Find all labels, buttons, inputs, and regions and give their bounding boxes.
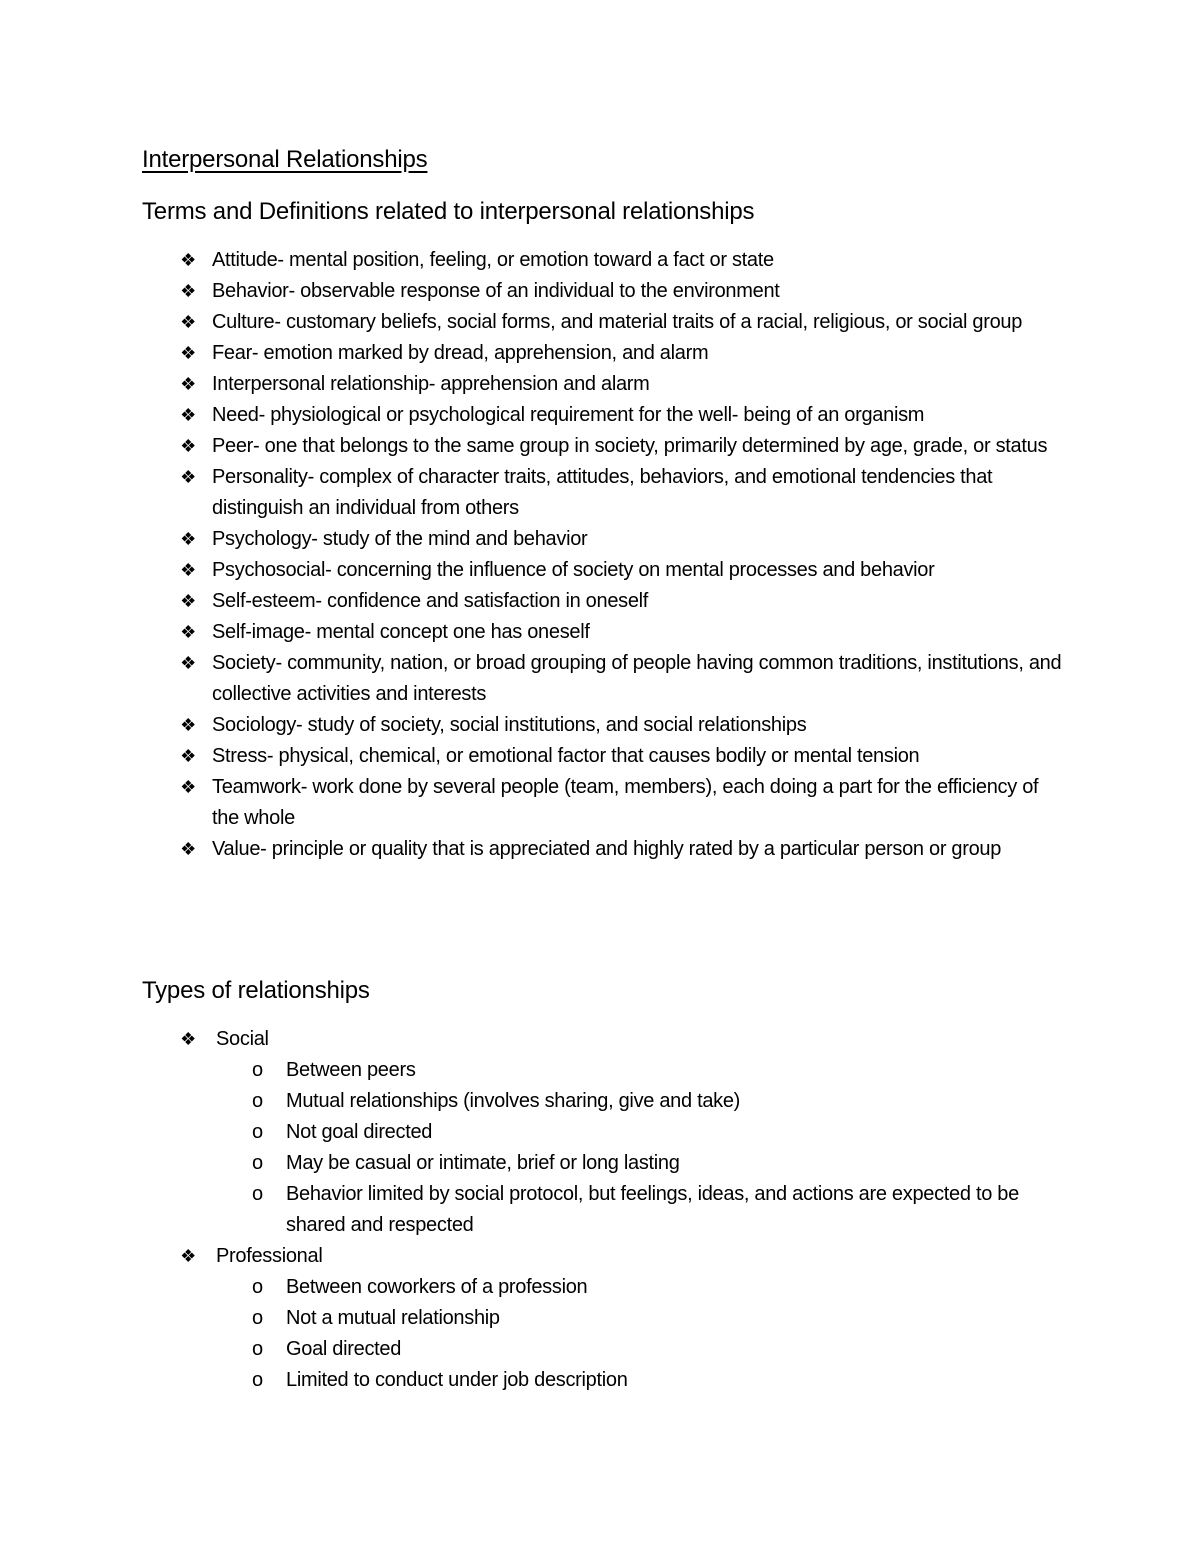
list-item-text: Limited to conduct under job description — [286, 1369, 628, 1391]
definition-item — [0, 462, 1062, 524]
list-item — [216, 1086, 1066, 1117]
definition-text: Culture- customary beliefs, social forms, and material traits of a racial, religious, or social group — [212, 311, 1023, 333]
list-item — [216, 1365, 1066, 1396]
diamond-bullet-icon: ❖ — [180, 1246, 196, 1266]
definition-item — [0, 617, 1062, 648]
diamond-bullet-icon: ❖ — [180, 281, 196, 301]
circle-bullet-icon: o — [252, 1338, 263, 1360]
list-item — [216, 1117, 1066, 1148]
professional-characteristics-list — [216, 1272, 1200, 1396]
definition-text: Fear- emotion marked by dread, apprehension, and alarm — [212, 342, 709, 364]
definition-item — [0, 710, 1062, 741]
list-item-text: Behavior limited by social protocol, but feelings, ideas, and actions are expected to be shared and respected — [286, 1183, 1019, 1236]
diamond-bullet-icon: ❖ — [180, 560, 196, 580]
definition-item — [0, 741, 1062, 772]
list-item — [216, 1334, 1066, 1365]
definition-text: Sociology- study of society, social institutions, and social relationships — [212, 714, 807, 736]
definition-text: Behavior- observable response of an individual to the environment — [212, 280, 780, 302]
definition-text: Teamwork- work done by several people (team, members), each doing a part for the efficiency of the whole — [212, 776, 1039, 829]
definition-text: Self-esteem- confidence and satisfaction in oneself — [212, 590, 649, 612]
relationship-types-list — [0, 1024, 1200, 1396]
relationship-type-social — [0, 1024, 1200, 1241]
definition-text: Stress- physical, chemical, or emotional factor that causes bodily or mental tension — [212, 745, 920, 767]
definitions-list — [0, 245, 1200, 865]
definition-text: Society- community, nation, or broad grouping of people having common traditions, institutions, and collective activities and interests — [212, 652, 1062, 705]
circle-bullet-icon: o — [252, 1152, 263, 1174]
diamond-bullet-icon: ❖ — [180, 622, 196, 642]
list-item-text: Between coworkers of a profession — [286, 1276, 588, 1298]
types-heading: Types of relationships — [142, 977, 370, 1004]
diamond-bullet-icon: ❖ — [180, 1029, 196, 1049]
definition-item — [0, 772, 1062, 834]
list-item-text: Not goal directed — [286, 1121, 433, 1143]
definition-text: Interpersonal relationship- apprehension and alarm — [212, 373, 650, 395]
list-item — [216, 1272, 1066, 1303]
relationship-type-label: Professional — [216, 1245, 323, 1267]
diamond-bullet-icon: ❖ — [180, 839, 196, 859]
diamond-bullet-icon: ❖ — [180, 250, 196, 270]
list-item — [216, 1303, 1066, 1334]
list-item-text: May be casual or intimate, brief or long lasting — [286, 1152, 680, 1174]
definition-text: Attitude- mental position, feeling, or emotion toward a fact or state — [212, 249, 774, 271]
circle-bullet-icon: o — [252, 1307, 263, 1329]
definition-item — [0, 648, 1062, 710]
definition-item — [0, 400, 1062, 431]
circle-bullet-icon: o — [252, 1121, 263, 1143]
definition-item — [0, 369, 1062, 400]
diamond-bullet-icon: ❖ — [180, 653, 196, 673]
definition-item — [0, 524, 1062, 555]
definition-item — [0, 307, 1062, 338]
diamond-bullet-icon: ❖ — [180, 436, 196, 456]
circle-bullet-icon: o — [252, 1276, 263, 1298]
definition-item — [0, 834, 1062, 865]
definition-text: Self-image- mental concept one has oneself — [212, 621, 590, 643]
terms-heading: Terms and Definitions related to interpersonal relationships — [142, 198, 755, 225]
diamond-bullet-icon: ❖ — [180, 777, 196, 797]
diamond-bullet-icon: ❖ — [180, 405, 196, 425]
list-item-text: Mutual relationships (involves sharing, give and take) — [286, 1090, 741, 1112]
diamond-bullet-icon: ❖ — [180, 715, 196, 735]
diamond-bullet-icon: ❖ — [180, 374, 196, 394]
diamond-bullet-icon: ❖ — [180, 746, 196, 766]
diamond-bullet-icon: ❖ — [180, 591, 196, 611]
definition-item — [0, 276, 1062, 307]
list-item-text: Goal directed — [286, 1338, 402, 1360]
list-item — [216, 1055, 1066, 1086]
definition-item — [0, 338, 1062, 369]
document-title: Interpersonal Relationships — [142, 146, 428, 173]
list-item-text: Not a mutual relationship — [286, 1307, 500, 1329]
definition-text: Psychosocial- concerning the influence of society on mental processes and behavior — [212, 559, 935, 581]
definition-item — [0, 245, 1062, 276]
definition-text: Personality- complex of character traits, attitudes, behaviors, and emotional tendencies that distinguish an individual from others — [212, 466, 993, 519]
definition-item — [0, 586, 1062, 617]
definition-item — [0, 555, 1062, 586]
definition-text: Peer- one that belongs to the same group in society, primarily determined by age, grade, or status — [212, 435, 1048, 457]
circle-bullet-icon: o — [252, 1090, 263, 1112]
list-item — [216, 1179, 1066, 1241]
circle-bullet-icon: o — [252, 1183, 263, 1205]
circle-bullet-icon: o — [252, 1369, 263, 1391]
relationship-type-label: Social — [216, 1028, 269, 1050]
relationship-type-professional — [0, 1241, 1200, 1396]
social-characteristics-list — [216, 1055, 1200, 1241]
definition-text: Psychology- study of the mind and behavior — [212, 528, 588, 550]
diamond-bullet-icon: ❖ — [180, 467, 196, 487]
definition-text: Value- principle or quality that is appreciated and highly rated by a particular person or group — [212, 838, 1002, 860]
list-item-text: Between peers — [286, 1059, 416, 1081]
diamond-bullet-icon: ❖ — [180, 312, 196, 332]
definition-text: Need- physiological or psychological requirement for the well- being of an organism — [212, 404, 925, 426]
list-item — [216, 1148, 1066, 1179]
diamond-bullet-icon: ❖ — [180, 529, 196, 549]
circle-bullet-icon: o — [252, 1059, 263, 1081]
definition-item — [0, 431, 1062, 462]
diamond-bullet-icon: ❖ — [180, 343, 196, 363]
